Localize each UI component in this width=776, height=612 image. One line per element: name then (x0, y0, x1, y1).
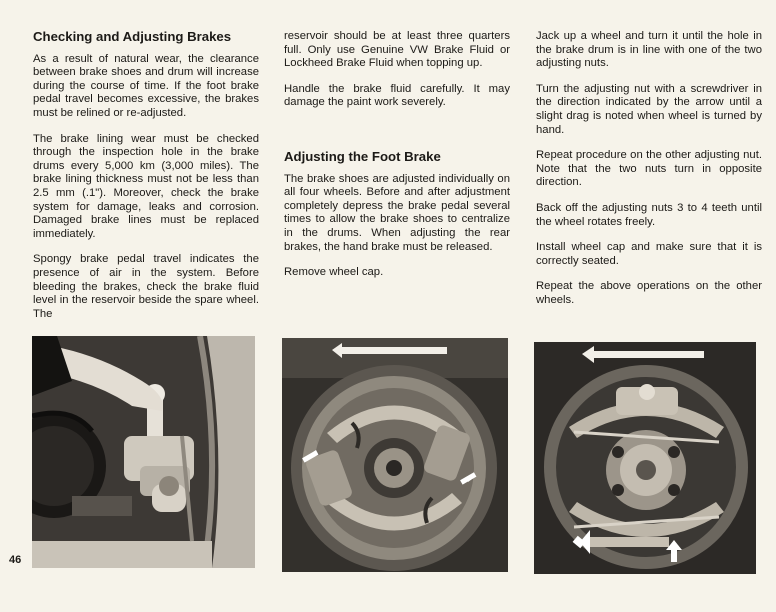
paragraph: The brake lining wear must be checked through the inspection hole in the brake drums every 5,000 km (3,000 miles). The brake lining thickness must not be less than 2.5 mm (.1"). Moreover, check the brake system for damage, leaks and corrosion. Damaged brake lines must be replaced immediately. (33, 132, 259, 240)
paragraph: Repeat the above operations on the other wheels. (536, 280, 762, 306)
paragraph: Repeat procedure on the other adjusting nut. Note that the two nuts turn in opposite direction. (536, 149, 762, 189)
section-heading-checking-brakes: Checking and Adjusting Brakes (33, 29, 232, 44)
paragraph: The brake shoes are adjusted individually on all four wheels. Before and after adjustment completely depress the brake pedal several times to allow the brake shoes to centralize in the drums. When adjusting the rear brakes, the hand brake must be released. (284, 172, 510, 253)
text-column-2 (284, 30, 510, 292)
paragraph: Jack up a wheel and turn it until the hole in the brake drum is in line with one of the two adjusting nuts. (536, 30, 762, 70)
paragraph: Install wheel cap and make sure that it is correctly seated. (536, 241, 762, 267)
paragraph: Handle the brake fluid carefully. It may damage the paint work severely. (284, 82, 510, 109)
paragraph: Back off the adjusting nuts 3 to 4 teeth until the wheel rotates freely. (536, 201, 762, 228)
drum-brake-illustration (282, 338, 508, 572)
text-column-1 (33, 30, 259, 333)
brake-fluid-reservoir-photo (32, 336, 255, 568)
brake-fluid-reservoir-illustration (32, 336, 255, 568)
brake-backing-plate-photo (534, 342, 756, 574)
paragraph: Remove wheel cap. (284, 266, 384, 279)
page-number: 46 (9, 554, 22, 566)
paragraph: As a result of natural wear, the clearance between brake shoes and drum will increase during the course of time. If the foot brake pedal travel becomes excessive, the brakes must be relined or re-adjusted. (33, 52, 259, 119)
section-heading-adjusting-foot-brake: Adjusting the Foot Brake (284, 148, 441, 164)
brake-backing-plate-illustration (534, 342, 756, 574)
paragraph: Spongy brake pedal travel indicates the presence of air in the system. Before bleeding the brakes, check the brake fluid level in the reservoir beside the spare wheel. The (33, 253, 259, 320)
drum-brake-shoes-photo (282, 338, 508, 572)
paragraph: reservoir should be at least three quarters full. Only use Genuine VW Brake Fluid or Lockheed Brake Fluid when topping up. (284, 30, 510, 70)
paragraph: Turn the adjusting nut with a screwdriver in the direction indicated by the arrow until a slight drag is noted when wheel is turned by hand. (536, 82, 762, 136)
text-column-3 (536, 30, 762, 320)
